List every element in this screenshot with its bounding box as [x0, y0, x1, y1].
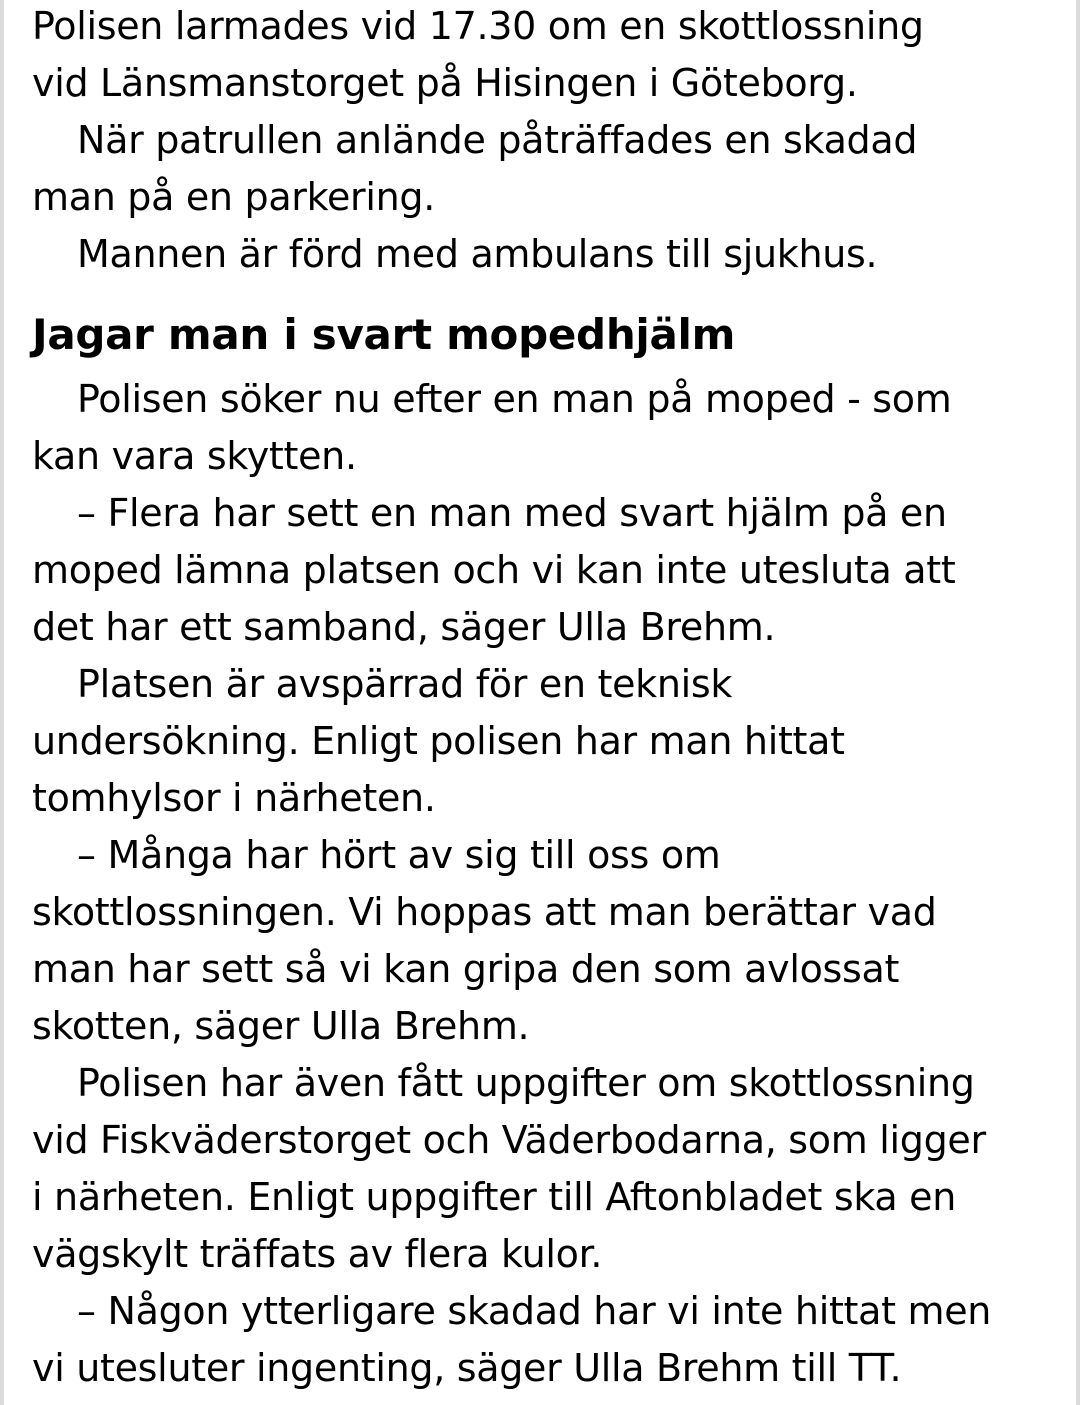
text-line: Polisen larmades vid 17.30 om en skottlossning — [32, 4, 924, 48]
text-line: man har sett så vi kan gripa den som avlossat — [32, 947, 900, 991]
text-line: När patrullen anlände påträffades en skadad — [77, 118, 918, 162]
paragraph — [32, 0, 1052, 112]
quote-paragraph — [32, 827, 1052, 1055]
text-line: vi utesluter ingenting, säger Ulla Brehm till TT. — [32, 1346, 902, 1390]
paragraph — [32, 371, 1052, 485]
text-line: det har ett samband, säger Ulla Brehm. — [32, 605, 776, 649]
section-heading: Jagar man i svart mopedhjälm — [32, 310, 736, 359]
text-line: Polisen söker nu efter en man på moped - som — [77, 377, 952, 421]
article-body — [32, 0, 1052, 1397]
page-right-edge — [1076, 0, 1080, 1405]
text-line: moped lämna platsen och vi kan inte utesluta att — [32, 548, 956, 592]
text-line: Mannen är förd med ambulans till sjukhus. — [77, 232, 878, 276]
text-line: undersökning. Enligt polisen har man hittat — [32, 719, 845, 763]
paragraph — [32, 112, 1052, 226]
text-line: – Någon ytterligare skadad har vi inte hittat men — [77, 1289, 992, 1333]
text-line: vid Länsmanstorget på Hisingen i Göteborg. — [32, 61, 858, 105]
text-line: vid Fiskväderstorget och Väderbodarna, som ligger — [32, 1118, 986, 1162]
paragraph — [32, 1055, 1052, 1283]
paragraph — [32, 656, 1052, 827]
page-left-edge — [0, 0, 4, 1405]
paragraph — [32, 226, 1052, 283]
quote-paragraph — [32, 1283, 1052, 1397]
text-line: skottlossningen. Vi hoppas att man berättar vad — [32, 890, 937, 934]
text-line: Platsen är avspärrad för en teknisk — [77, 662, 733, 706]
text-line: tomhylsor i närheten. — [32, 776, 436, 820]
text-line: skotten, säger Ulla Brehm. — [32, 1004, 530, 1048]
text-line: kan vara skytten. — [32, 434, 357, 478]
quote-paragraph — [32, 485, 1052, 656]
text-line: Polisen har även fått uppgifter om skottlossning — [77, 1061, 975, 1105]
text-line: man på en parkering. — [32, 175, 436, 219]
text-line: i närheten. Enligt uppgifter till Aftonbladet ska en — [32, 1175, 956, 1219]
text-line: vägskylt träffats av flera kulor. — [32, 1232, 603, 1276]
text-line: – Flera har sett en man med svart hjälm på en — [77, 491, 947, 535]
text-line: – Många har hört av sig till oss om — [77, 833, 721, 877]
